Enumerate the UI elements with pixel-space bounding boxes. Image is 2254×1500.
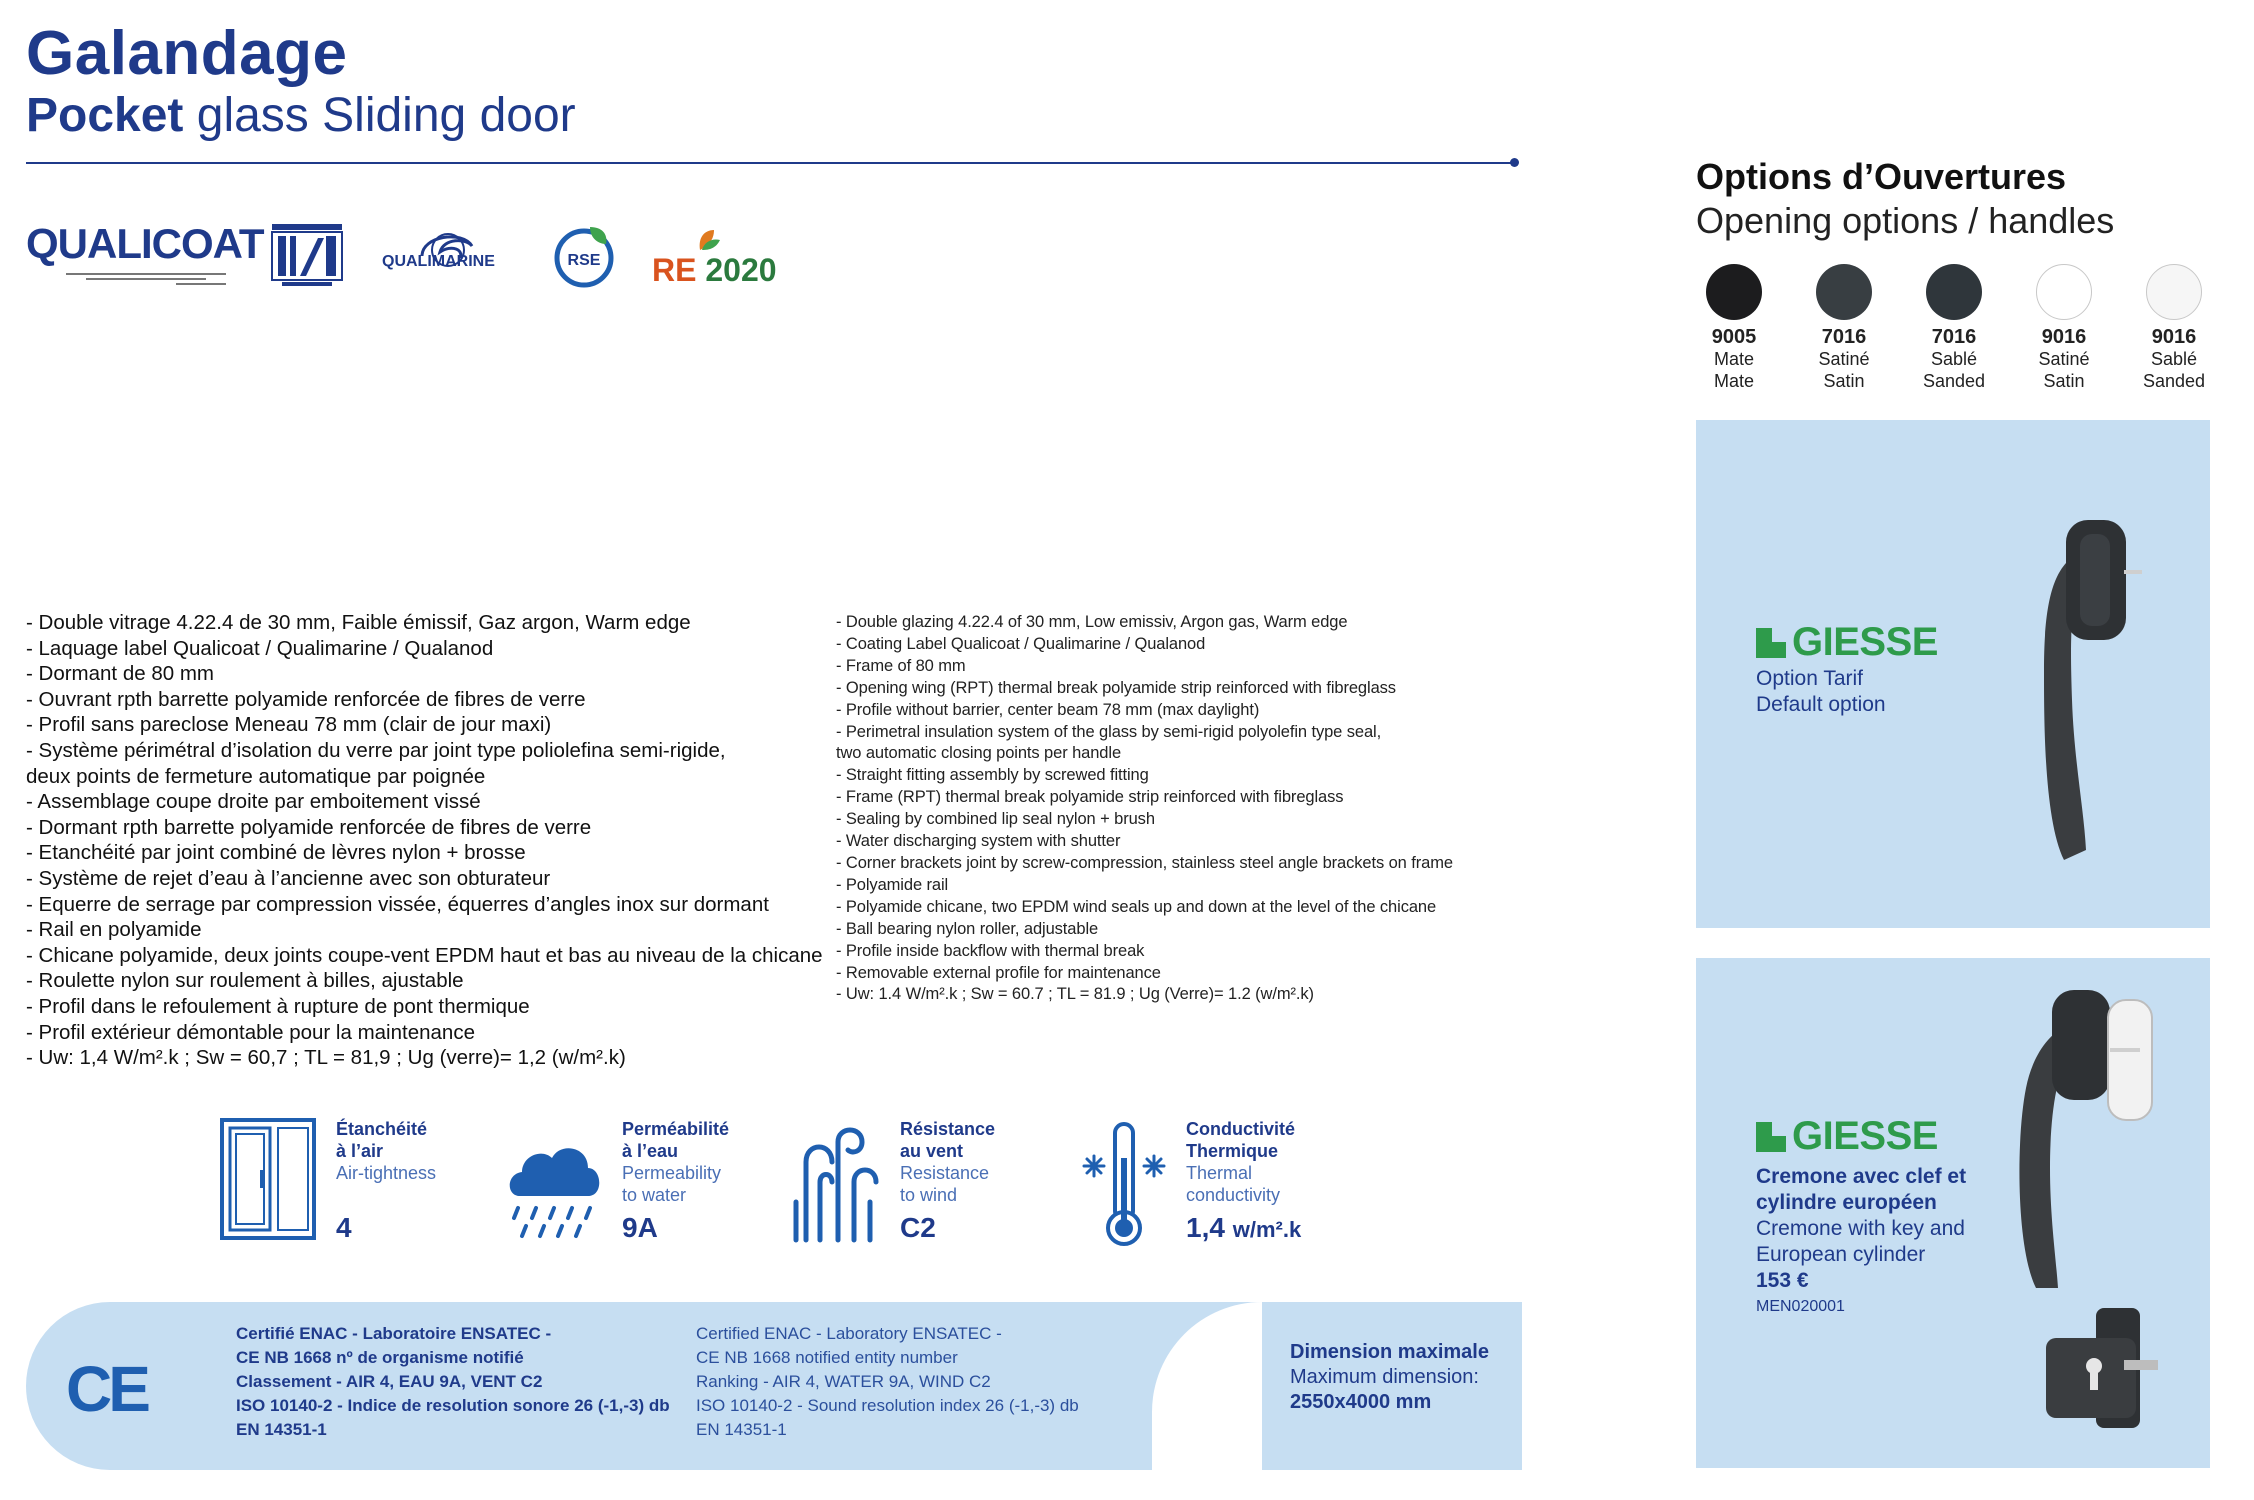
list-item: deux points de fermeture automatique par poignée bbox=[26, 764, 486, 788]
ce-mark-icon: CE bbox=[66, 1353, 147, 1425]
perf-thermal-fr2: Thermique bbox=[1186, 1141, 1279, 1161]
perf-air-value: 4 bbox=[336, 1212, 352, 1243]
swatch-label bbox=[2129, 326, 2219, 392]
cert-fr-line: CE NB 1668 nº de organisme notifié bbox=[236, 1348, 524, 1367]
swatch-code: 7016 bbox=[1821, 326, 1867, 348]
handle-cremone-fr2: cylindre européen bbox=[1756, 1191, 1937, 1214]
list-item: - Coating Label Qualicoat / Qualimarine / Qualanod bbox=[836, 634, 1206, 653]
list-item: - Equerre de serrage par compression vissée, équerres d’angles inox sur dormant bbox=[26, 892, 769, 916]
list-item: - Profile without barrier, center beam 78 mm (max daylight) bbox=[836, 700, 1260, 719]
perf-air-fr1: Étanchéité bbox=[336, 1119, 428, 1139]
color-swatch-9016-satin[interactable] bbox=[2036, 264, 2092, 320]
handle-default-fr: Option Tarif bbox=[1756, 667, 1863, 690]
swatch-finish-en: Mate bbox=[1713, 371, 1755, 391]
swatch-code: 9016 bbox=[2151, 326, 2197, 348]
swatch-finish-fr: Satiné bbox=[1818, 349, 1870, 369]
list-item: - Etanchéité par joint combiné de lèvres nylon + brosse bbox=[26, 841, 526, 865]
list-item: - Removable external profile for maintenance bbox=[836, 963, 1161, 982]
list-item: - Laquage label Qualicoat / Qualimarine / Qualanod bbox=[26, 636, 494, 660]
perf-water-label bbox=[622, 1118, 729, 1206]
swatch-finish-fr: Mate bbox=[1713, 349, 1755, 369]
list-item: - Assemblage coupe droite par emboitement vissé bbox=[26, 790, 481, 814]
list-item: - Opening wing (RPT) thermal break polyamide strip reinforced with fibreglass bbox=[836, 678, 1396, 697]
perf-wind-fr1: Résistance bbox=[900, 1119, 996, 1139]
swatch-label bbox=[2019, 326, 2109, 392]
perf-thermal-number: 1,4 bbox=[1186, 1212, 1225, 1243]
qualimarine-wave-icon bbox=[382, 226, 514, 286]
handle-default-text bbox=[1756, 666, 1886, 718]
giesse-wordmark: GIESSE bbox=[1792, 1114, 1938, 1158]
handle-option-default[interactable] bbox=[1696, 420, 2210, 928]
color-swatch-9016-sanded[interactable] bbox=[2146, 264, 2202, 320]
color-swatch-7016-sanded[interactable] bbox=[1926, 264, 1982, 320]
perf-air-label bbox=[336, 1118, 436, 1184]
perf-air-en1: Air-tightness bbox=[336, 1163, 437, 1183]
handle-default-en: Default option bbox=[1756, 693, 1886, 716]
features-fr-list bbox=[26, 610, 823, 1071]
list-item: - Profil extérieur démontable pour la maintenance bbox=[26, 1020, 475, 1044]
list-item: - Rail en polyamide bbox=[26, 918, 202, 942]
list-item: - Dormant de 80 mm bbox=[26, 662, 214, 686]
max-dimension-value: 2550x4000 mm bbox=[1290, 1391, 1432, 1413]
swatch-finish-en: Satin bbox=[1823, 371, 1865, 391]
swatch-finish-en: Sanded bbox=[2142, 371, 2206, 391]
cert-fr-line: EN 14351-1 bbox=[236, 1420, 327, 1439]
re2020-year: 2020 bbox=[705, 252, 777, 288]
rse-logo bbox=[552, 224, 616, 288]
perf-wind-en1: Resistance bbox=[900, 1163, 990, 1183]
re2020-prefix: RE bbox=[652, 252, 697, 288]
perf-thermal-en2: conductivity bbox=[1186, 1185, 1281, 1205]
list-item: - Profile inside backflow with thermal break bbox=[836, 941, 1145, 960]
list-item: - Double vitrage 4.22.4 de 30 mm, Faible émissif, Gaz argon, Warm edge bbox=[26, 611, 691, 634]
cert-en-line: CE NB 1668 notified entity number bbox=[696, 1348, 958, 1367]
page-title: Galandage bbox=[26, 19, 348, 88]
window-frame-icon bbox=[220, 1118, 320, 1242]
swatch-label bbox=[1909, 326, 1999, 392]
perf-wind-value: C2 bbox=[900, 1212, 936, 1243]
perf-water-value: 9A bbox=[622, 1212, 658, 1243]
qualicoat-logo bbox=[26, 220, 264, 290]
list-item: - Perimetral insulation system of the glass by semi-rigid polyolefin type seal, bbox=[836, 722, 1382, 741]
list-item: - Double glazing 4.22.4 of 30 mm, Low emissiv, Argon gas, Warm edge bbox=[836, 613, 1348, 631]
subtitle-bold: Pocket bbox=[26, 89, 184, 142]
list-item: - Sealing by combined lip seal nylon + brush bbox=[836, 810, 1155, 829]
cert-fr-line: ISO 10140-2 - Indice de resolution sonore 26 (-1,-3) db bbox=[236, 1396, 670, 1415]
max-dimension-en: Maximum dimension: bbox=[1290, 1366, 1479, 1388]
certification-en bbox=[696, 1322, 1079, 1442]
options-title: Options d’Ouvertures bbox=[1696, 156, 2067, 197]
qualicoat-small-print-icon bbox=[26, 270, 236, 286]
swatch-finish-fr: Sablé bbox=[2150, 349, 2198, 369]
features-en-list bbox=[836, 612, 1516, 1006]
options-subtitle: Opening options / handles bbox=[1696, 200, 2115, 241]
list-item: - Frame of 80 mm bbox=[836, 656, 966, 675]
certification-fr bbox=[236, 1322, 670, 1442]
perf-water-fr2: à l’eau bbox=[622, 1141, 679, 1161]
perf-thermal-label bbox=[1186, 1118, 1295, 1206]
list-item: - Profil dans le refoulement à rupture de pont thermique bbox=[26, 994, 530, 1018]
perf-water-fr1: Perméabilité bbox=[622, 1119, 730, 1139]
max-dimension-title: Dimension maximale bbox=[1290, 1341, 1489, 1363]
handle-cremone-en2: European cylinder bbox=[1756, 1243, 1926, 1266]
perf-water-en2: to water bbox=[622, 1185, 687, 1205]
handle-cremone-fr1: Cremone avec clef et bbox=[1756, 1165, 1967, 1188]
thermometer-icon bbox=[1074, 1118, 1174, 1248]
header-divider-dot bbox=[1510, 158, 1519, 167]
giesse-logo bbox=[1756, 620, 1938, 665]
qualimarine-wordmark: QUALIMARINE bbox=[382, 253, 495, 270]
perf-wind-en2: to wind bbox=[900, 1185, 958, 1205]
qualicoat-wordmark: QUALICOAT bbox=[26, 220, 264, 267]
wind-icon bbox=[792, 1122, 888, 1246]
handle-option-cremone[interactable] bbox=[1696, 958, 2210, 1468]
header-divider bbox=[26, 162, 1516, 164]
list-item: - Corner brackets joint by screw-compression, stainless steel angle brackets on frame bbox=[836, 853, 1453, 872]
list-item: - Roulette nylon sur roulement à billes, ajustable bbox=[26, 969, 464, 993]
list-item: - Dormant rpth barrette polyamide renforcée de fibres de verre bbox=[26, 815, 592, 839]
list-item: - Ball bearing nylon roller, adjustable bbox=[836, 919, 1099, 938]
perf-water-permeability bbox=[506, 1118, 766, 1258]
swatch-finish-en: Sanded bbox=[1922, 371, 1986, 391]
color-swatch-9005-mate[interactable] bbox=[1706, 264, 1762, 320]
swatch-code: 7016 bbox=[1931, 326, 1977, 348]
cert-fr-line: Classement - AIR 4, EAU 9A, VENT C2 bbox=[236, 1372, 543, 1391]
swatch-code: 9005 bbox=[1711, 326, 1757, 348]
perf-wind-fr2: au vent bbox=[900, 1141, 964, 1161]
swatch-finish-fr: Sablé bbox=[1930, 349, 1978, 369]
perf-air-tightness bbox=[220, 1118, 480, 1258]
rse-text: RSE bbox=[567, 252, 601, 269]
re2020-wordmark bbox=[652, 252, 777, 289]
max-dimension bbox=[1290, 1340, 1489, 1415]
color-swatch-7016-satin[interactable] bbox=[1816, 264, 1872, 320]
list-item: - Polyamide rail bbox=[836, 875, 949, 894]
list-item: - Frame (RPT) thermal break polyamide strip reinforced with fibreglass bbox=[836, 788, 1344, 807]
list-item: - Straight fitting assembly by screwed fitting bbox=[836, 766, 1149, 785]
swatch-label bbox=[1799, 326, 1889, 392]
cert-en-line: ISO 10140-2 - Sound resolution index 26 (-1,-3) db bbox=[696, 1396, 1079, 1415]
list-item: - Système de rejet d’eau à l’ancienne avec son obturateur bbox=[26, 866, 551, 890]
swatch-finish-en: Satin bbox=[2043, 371, 2085, 391]
giesse-square-icon bbox=[1756, 1122, 1786, 1152]
cert-en-line: Ranking - AIR 4, WATER 9A, WIND C2 bbox=[696, 1372, 991, 1391]
handle-cremone-en1: Cremone with key and bbox=[1756, 1217, 1965, 1240]
list-item: - Système périmétral d’isolation du verre par joint type poliolefina semi-rigide, bbox=[26, 738, 726, 762]
cremone-handle-icon bbox=[2006, 988, 2176, 1458]
qualicoat-tagline bbox=[26, 270, 236, 288]
perf-thermal-conductivity bbox=[1074, 1118, 1374, 1258]
giesse-wordmark: GIESSE bbox=[1792, 620, 1938, 664]
perf-air-fr2: à l’air bbox=[336, 1141, 384, 1161]
list-item: - Uw: 1.4 W/m².k ; Sw = 60.7 ; TL = 81.9 ; Ug (Verre)= 1.2 (w/m².k) bbox=[836, 985, 1314, 1004]
perf-thermal-value bbox=[1186, 1212, 1301, 1244]
list-item: - Chicane polyamide, deux joints coupe-vent EPDM haut et bas au niveau de la chicane bbox=[26, 943, 823, 967]
perf-thermal-en1: Thermal bbox=[1186, 1163, 1253, 1183]
rain-cloud-icon bbox=[506, 1134, 602, 1258]
list-item: two automatic closing points per handle bbox=[836, 744, 1122, 763]
list-item: - Profil sans pareclose Meneau 78 mm (clair de jour maxi) bbox=[26, 713, 552, 737]
giesse-logo bbox=[1756, 1114, 1938, 1159]
list-item: - Uw: 1,4 W/m².k ; Sw = 60,7 ; TL = 81,9 ; Ug (verre)= 1,2 (w/m².k) bbox=[26, 1046, 626, 1070]
swatch-finish-fr: Satiné bbox=[2038, 349, 2090, 369]
page-subtitle bbox=[26, 88, 576, 143]
qualanod-icon bbox=[270, 224, 344, 290]
perf-wind-resistance bbox=[792, 1118, 1052, 1258]
handle-cremone-ref: MEN020001 bbox=[1756, 1298, 1845, 1315]
perf-thermal-unit: w/m².k bbox=[1232, 1217, 1302, 1242]
cert-en-line: EN 14351-1 bbox=[696, 1420, 787, 1439]
giesse-square-icon bbox=[1756, 628, 1786, 658]
rse-leaf-icon bbox=[552, 224, 616, 288]
swatch-label bbox=[1689, 326, 1779, 392]
qualanod-logo bbox=[270, 224, 344, 290]
perf-thermal-fr1: Conductivité bbox=[1186, 1119, 1296, 1139]
cert-fr-line: Certifié ENAC - Laboratoire ENSATEC - bbox=[236, 1324, 552, 1343]
subtitle-rest: glass Sliding door bbox=[183, 89, 576, 142]
re2020-logo bbox=[652, 222, 782, 288]
swatch-code: 9016 bbox=[2041, 326, 2087, 348]
perf-wind-label bbox=[900, 1118, 995, 1206]
list-item: - Water discharging system with shutter bbox=[836, 832, 1121, 851]
perf-water-en1: Permeability bbox=[622, 1163, 722, 1183]
cert-en-line: Certified ENAC - Laboratory ENSATEC - bbox=[696, 1324, 1002, 1343]
list-item: - Polyamide chicane, two EPDM wind seals up and down at the level of the chicane bbox=[836, 897, 1437, 916]
list-item: - Ouvrant rpth barrette polyamide renforcée de fibres de verre bbox=[26, 687, 586, 711]
handle-cremone-text bbox=[1756, 1164, 1966, 1320]
handle-cremone-price: 153 € bbox=[1756, 1269, 1809, 1292]
door-handle-icon bbox=[2014, 520, 2154, 860]
re2020-leaf-icon bbox=[652, 222, 782, 252]
qualimarine-logo bbox=[382, 226, 514, 286]
